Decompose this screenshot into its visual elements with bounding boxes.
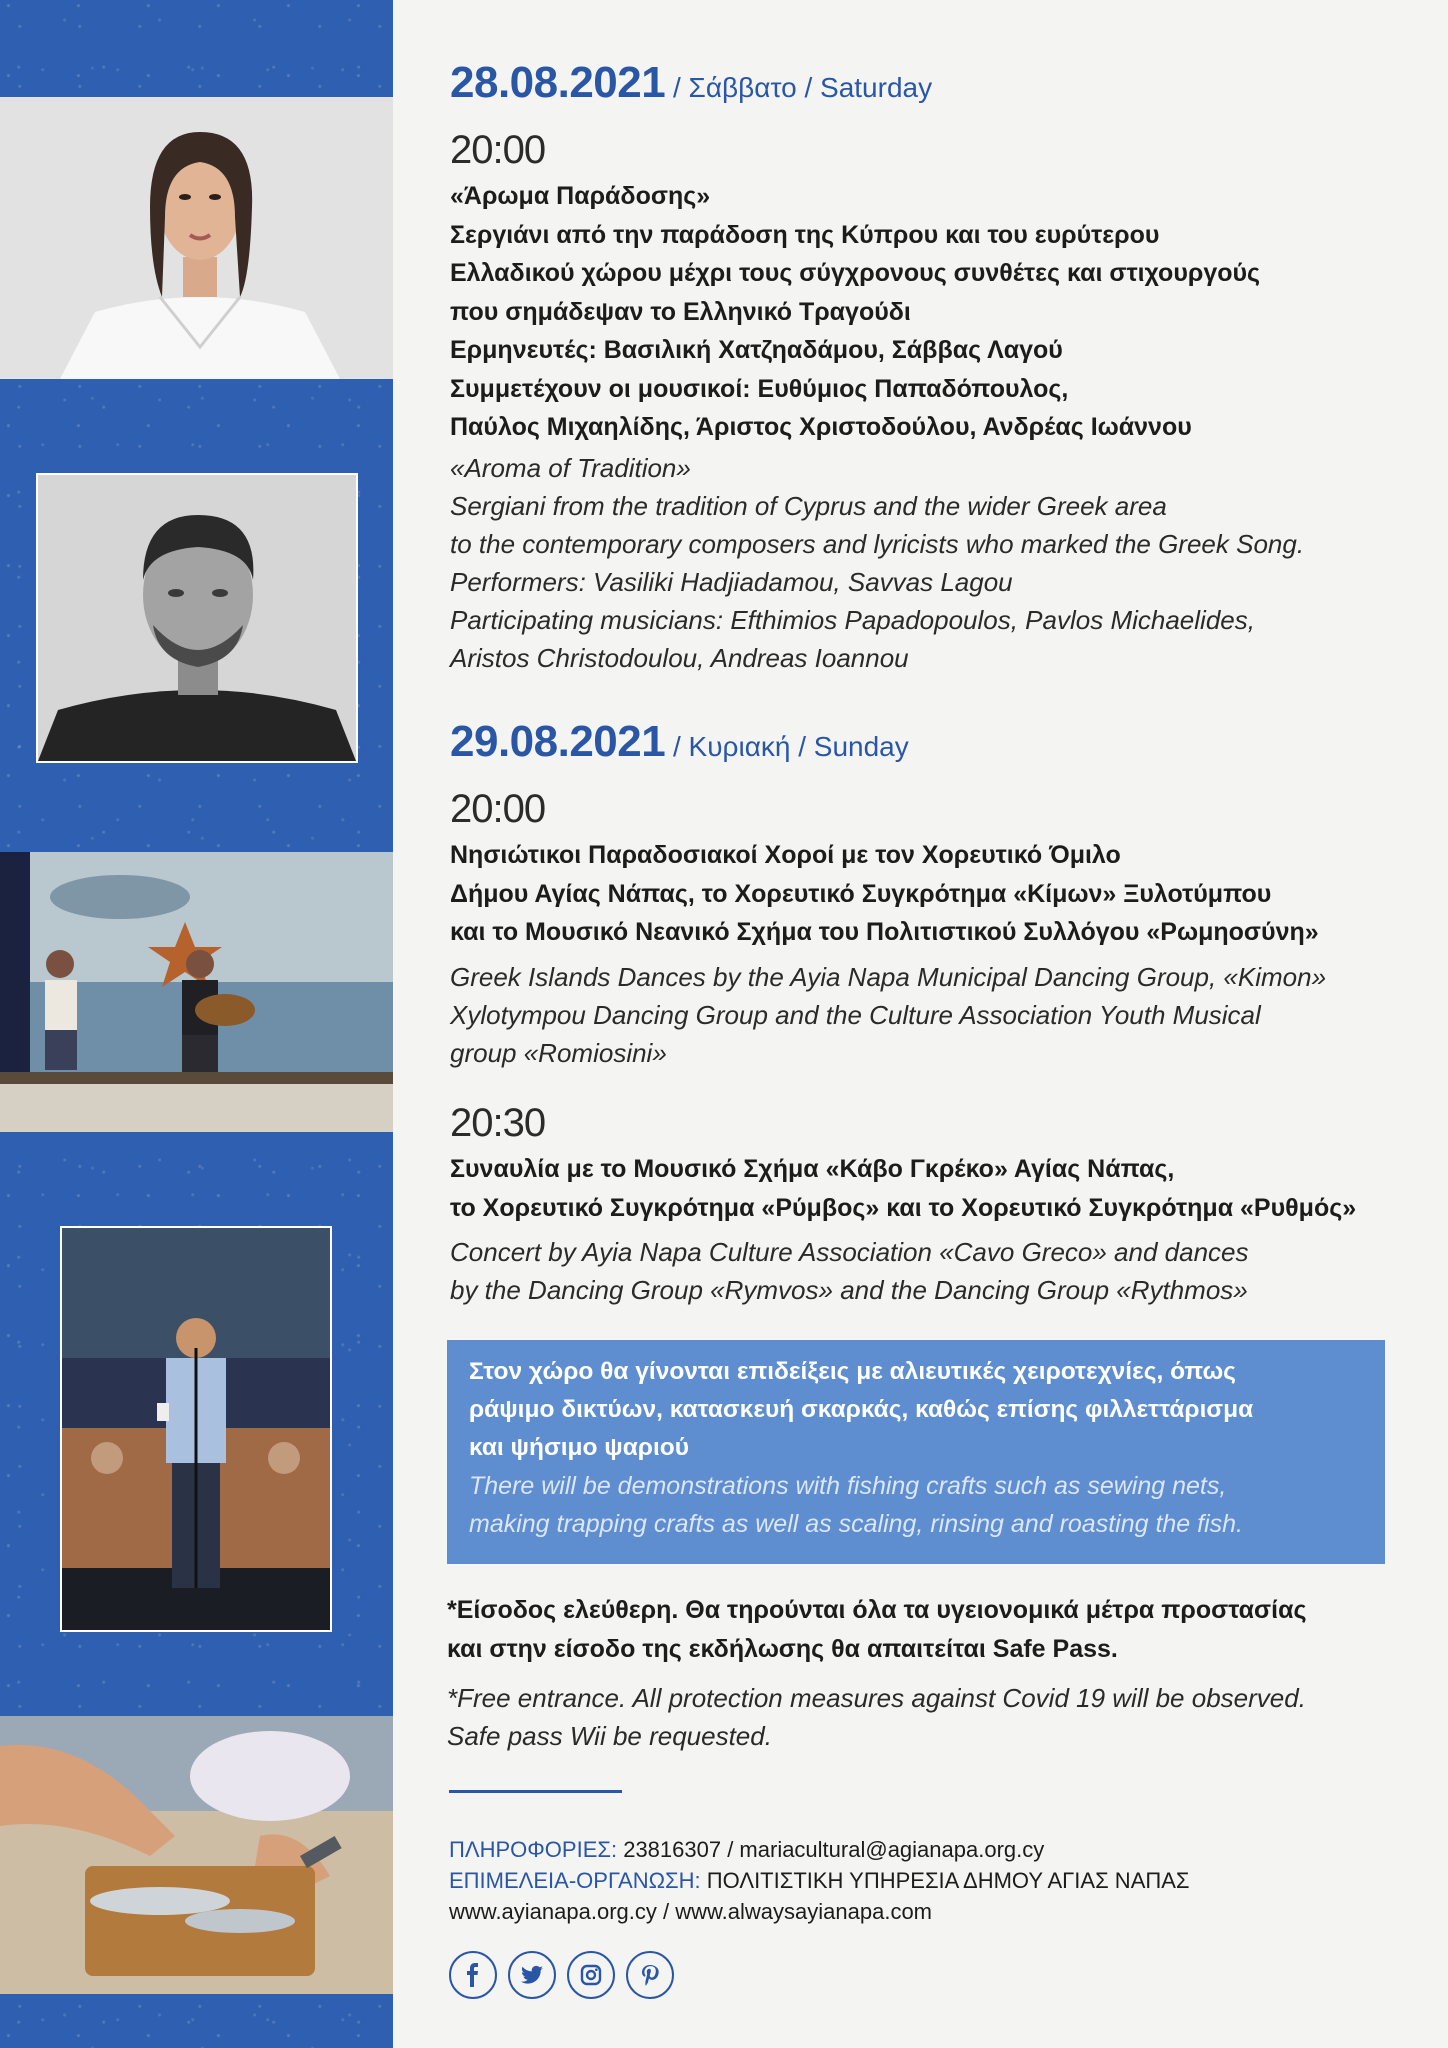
event-time: 20:00	[450, 128, 546, 172]
entry-greek-line: *Είσοδος ελεύθερη. Θα τηρούνται όλα τα υγειονομικά μέτρα προστασίας	[447, 1596, 1307, 1624]
free-entry-note-greek	[447, 1591, 1306, 1669]
photo-female-singer	[0, 97, 393, 379]
event-description-greek	[450, 1150, 1356, 1227]
english-line: to the contemporary composers and lyricists who marked the Greek Song.	[450, 529, 1305, 559]
event-time: 20:30	[450, 1101, 546, 1145]
greek-line: το Χορευτικό Συγκρότημα «Ρύμβος» και το Χορευτικό Συγκρότημα «Ρυθμός»	[450, 1193, 1357, 1222]
english-line: Sergiani from the tradition of Cyprus and the wider Greek area	[450, 491, 1167, 521]
english-line: Xylotympou Dancing Group and the Culture Association Youth Musical	[450, 1000, 1261, 1030]
info-contact[interactable]: 23816307 / mariacultural@agianapa.org.cy	[617, 1837, 1045, 1862]
greek-line: Παύλος Μιχαηλίδης, Άριστος Χριστοδούλου, Ανδρέας Ιωάννου	[450, 413, 1192, 441]
english-line: «Aroma of Tradition»	[450, 453, 691, 483]
greek-line: Ελλαδικού χώρου μέχρι τους σύγχρονους συνθέτες και στιχουργούς	[450, 259, 1261, 287]
english-line: group «Romiosini»	[450, 1038, 667, 1068]
divider	[449, 1790, 622, 1793]
info-label: ΠΛΗΡΟΦΟΡΙΕΣ:	[449, 1837, 618, 1862]
greek-line: και το Μουσικό Νεανικό Σχήμα του Πολιτιστικού Συλλόγου «Ρωμηοσύνη»	[450, 918, 1319, 946]
event-description-greek	[450, 836, 1319, 952]
entry-english-line: Safe pass Wii be requested.	[447, 1721, 772, 1751]
greek-line: που σημάδεψαν το Ελληνικό Τραγούδι	[450, 297, 911, 326]
event-day: / Κυριακή / Sunday	[665, 731, 909, 762]
contact-info	[449, 1834, 1190, 1927]
free-entry-note-english	[447, 1679, 1306, 1755]
social-icons	[449, 1951, 674, 1999]
notice-english-line: making trapping crafts as well as scaling, rinsing and roasting the fish.	[469, 1510, 1243, 1538]
fishing-crafts-notice	[447, 1340, 1385, 1564]
entry-english-line: *Free entrance. All protection measures against Covid 19 will be observed.	[447, 1683, 1306, 1713]
left-photo-strip	[0, 0, 393, 2048]
website-links[interactable]: www.ayianapa.org.cy / www.alwaysayianapa.com	[449, 1899, 933, 1924]
event-date-heading	[450, 717, 909, 767]
organizer-label: ΕΠΙΜΕΛΕΙΑ-ΟΡΓΑΝΩΣΗ:	[449, 1868, 701, 1893]
notice-greek-line: ράψιμο δικτύων, κατασκευή σκαρκάς, καθώς επίσης φιλλεττάρισμα	[469, 1396, 1254, 1423]
event-date-heading	[450, 58, 932, 108]
instagram-icon[interactable]	[567, 1951, 615, 1999]
notice-greek-line: Στον χώρο θα γίνονται επιδείξεις με αλιευτικές χειροτεχνίες, όπως	[469, 1358, 1236, 1385]
notice-greek	[469, 1353, 1363, 1467]
event-description-english	[450, 958, 1326, 1072]
greek-line: Συμμετέχουν οι μουσικοί: Ευθύμιος Παπαδόπουλος,	[450, 374, 1069, 403]
info-line	[449, 1834, 1190, 1865]
organizer-name: ΠΟΛΙΤΙΣΤΙΚΗ ΥΠΗΡΕΣΙΑ ΔΗΜΟΥ ΑΓΙΑΣ ΝΑΠΑΣ	[700, 1868, 1190, 1893]
event-description-english	[450, 449, 1304, 677]
greek-line: «Άρωμα Παράδοσης»	[450, 182, 711, 210]
photo-speaker-microphone	[60, 1226, 332, 1632]
greek-line: Ερμηνευτές: Βασιλική Χατζηαδάμου, Σάββας Λαγού	[450, 336, 1063, 364]
english-line: Greek Islands Dances by the Ayia Napa Municipal Dancing Group, «Kimon»	[450, 962, 1327, 992]
notice-english-line: There will be demonstrations with fishing crafts such as sewing nets,	[469, 1472, 1227, 1500]
organizer-line	[449, 1865, 1190, 1896]
photo-musicians-stage	[0, 852, 393, 1132]
greek-line: Συναυλία με το Μουσικό Σχήμα «Κάβο Γκρέκο» Αγίας Νάπας,	[450, 1155, 1175, 1183]
event-description-english	[450, 1233, 1249, 1309]
english-line: by the Dancing Group «Rymvos» and the Dancing Group «Rythmos»	[450, 1275, 1248, 1305]
notice-greek-line: και ψήσιμο ψαριού	[469, 1434, 689, 1461]
photo-male-singer	[36, 473, 358, 763]
event-day: / Σάββατο / Saturday	[665, 72, 933, 103]
photo-fish-filleting	[0, 1716, 393, 1994]
event-date: 28.08.2021	[450, 58, 666, 107]
english-line: Concert by Ayia Napa Culture Association «Cavo Greco» and dances	[450, 1237, 1249, 1267]
entry-greek-line: και στην είσοδο της εκδήλωσης θα απαιτείται Safe Pass.	[447, 1635, 1118, 1663]
greek-line: Δήμου Αγίας Νάπας, το Χορευτικό Συγκρότημα «Κίμων» Ξυλοτύμπου	[450, 879, 1272, 908]
event-description-greek	[450, 177, 1260, 447]
greek-line: Νησιώτικοι Παραδοσιακοί Χοροί με τον Χορευτικό Όμιλο	[450, 841, 1121, 869]
pinterest-icon[interactable]	[626, 1951, 674, 1999]
twitter-icon[interactable]	[508, 1951, 556, 1999]
greek-line: Σεργιάνι από την παράδοση της Κύπρου και του ευρύτερου	[450, 220, 1160, 249]
event-time: 20:00	[450, 787, 546, 831]
notice-english	[469, 1467, 1363, 1543]
event-date: 29.08.2021	[450, 717, 666, 766]
facebook-icon[interactable]	[449, 1951, 497, 1999]
english-line: Aristos Christodoulou, Andreas Ioannou	[450, 643, 909, 673]
english-line: Participating musicians: Efthimios Papadopoulos, Pavlos Michaelides,	[450, 605, 1255, 635]
english-line: Performers: Vasiliki Hadjiadamou, Savvas Lagou	[450, 567, 1013, 597]
